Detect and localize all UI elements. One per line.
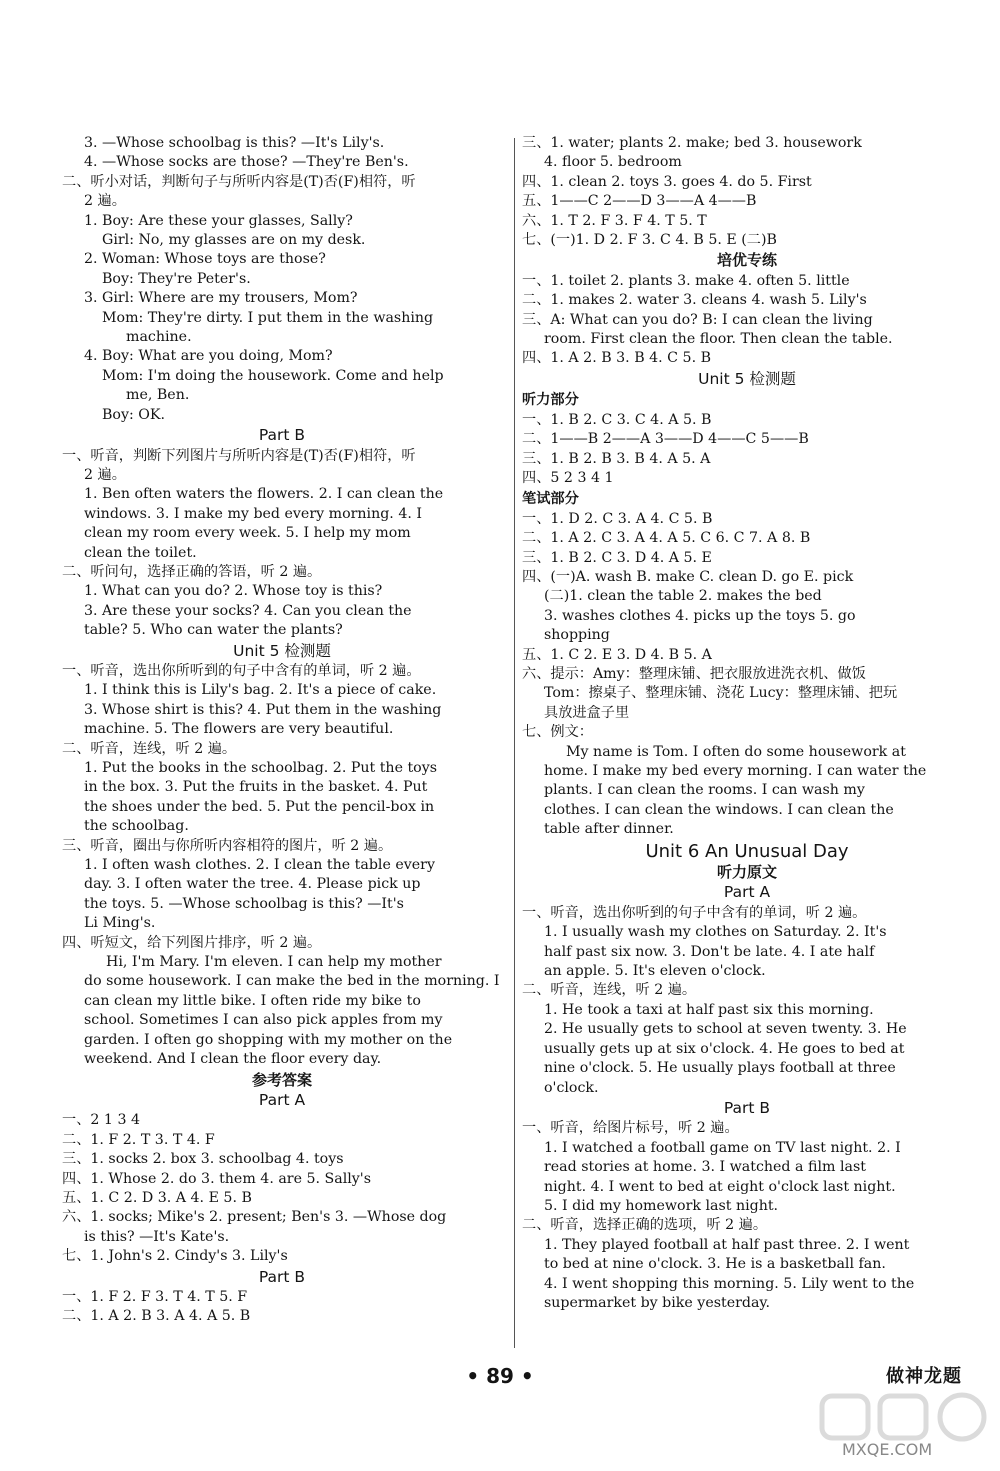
right-line: room. First clean the floor. Then clean the table. <box>544 331 893 348</box>
right-line: 二、听音，连线，听 2 遍。 <box>522 982 697 999</box>
left-line: the toys. 5. —Whose schoolbag is this? —It's <box>84 895 404 912</box>
right-line: night. 4. I went to bed at eight o'clock last night. <box>544 1178 896 1195</box>
right-line: 四、(一)A. wash B. make C. clean D. go E. pick <box>522 568 854 585</box>
right-line: Unit 6 An Unusual Day <box>645 840 849 862</box>
left-line: Mom: They're dirty. I put them in the washing <box>102 309 434 326</box>
left-line: Part B <box>258 426 306 445</box>
right-line: nine o'clock. 5. He usually plays football at three <box>544 1060 896 1077</box>
right-line: 一、1. toilet 2. plants 3. make 4. often 5. little <box>522 272 850 289</box>
left-line: is this? —It's Kate's. <box>84 1228 230 1245</box>
left-line: 参考答案 <box>251 1070 312 1089</box>
left-line: Hi, I'm Mary. I'm eleven. I can help my mother <box>106 954 442 971</box>
left-line: school. Sometimes I can also pick apples from my <box>84 1012 443 1029</box>
right-line: 1. They played football at half past three. 2. I went <box>544 1236 910 1253</box>
column-divider <box>514 138 515 1348</box>
left-line: 3. —Whose schoolbag is this? —It's Lily's. <box>84 135 385 151</box>
right-line: plants. I can clean the rooms. I can wash my <box>544 782 865 799</box>
left-line: 3. Are these your socks? 4. Can you clean the <box>84 602 412 619</box>
left-line: clean the toilet. <box>84 544 197 561</box>
left-line: 2. Woman: Whose toys are those? <box>84 251 326 268</box>
right-line: 一、1. B 2. C 3. C 4. A 5. B <box>522 411 712 428</box>
right-line: 三、A: What can you do? B: I can clean the living <box>522 311 873 328</box>
left-line: me, Ben. <box>126 387 190 404</box>
left-line: 4. Boy: What are you doing, Mom? <box>84 348 333 365</box>
left-line: 1. I think this is Lily's bag. 2. It's a piece of cake. <box>84 682 437 699</box>
right-line: 具放进盒子里 <box>544 704 630 721</box>
left-line: 二、听音，连线，听 2 遍。 <box>62 740 237 757</box>
left-line: 三、听音，圈出与你所听内容相符的图片，听 2 遍。 <box>62 837 393 854</box>
left-line: 七、1. John's 2. Cindy's 3. Lily's <box>62 1248 288 1265</box>
right-line: 1. I usually wash my clothes on Saturday. 2. It's <box>544 924 887 941</box>
left-line: 二、听问句，选择正确的答语，听 2 遍。 <box>62 563 322 580</box>
left-line: Boy: OK. <box>102 406 166 423</box>
right-line: clothes. I can clean the windows. I can clean the <box>544 801 894 818</box>
left-line: 四、1. Whose 2. do 3. them 4. are 5. Sally's <box>62 1170 371 1187</box>
right-line: 四、1. A 2. B 3. B 4. C 5. B <box>522 350 712 367</box>
left-line: machine. 5. The flowers are very beautiful. <box>84 721 394 738</box>
right-line: 二、1——B 2——A 3——D 4——C 5——B <box>522 431 809 448</box>
right-line: 二、1. makes 2. water 3. cleans 4. wash 5. Lily's <box>522 292 867 309</box>
left-line: windows. 3. I make my bed every morning. 4. I <box>84 505 422 522</box>
left-line: 二、1. F 2. T 3. T 4. F <box>62 1131 215 1148</box>
left-line: 三、1. socks 2. box 3. schoolbag 4. toys <box>62 1151 344 1168</box>
right-line: 1. He took a taxi at half past six this morning. <box>544 1001 874 1018</box>
right-line: 3. washes clothes 4. picks up the toys 5. go <box>544 607 856 624</box>
right-line: table after dinner. <box>544 821 674 838</box>
left-line: in the box. 3. Put the fruits in the basket. 4. Put <box>84 779 428 796</box>
left-column <box>62 134 502 1327</box>
right-line: an apple. 5. It's eleven o'clock. <box>544 963 766 980</box>
right-line: 听力原文 <box>716 863 777 882</box>
left-line: Boy: They're Peter's. <box>102 270 251 287</box>
left-line: 一、2 1 3 4 <box>62 1112 141 1129</box>
left-line: 2 遍。 <box>84 466 126 483</box>
right-line: 1. I watched a football game on TV last night. 2. I <box>544 1139 901 1156</box>
right-line: read stories at home. 3. I watched a film last <box>544 1159 866 1176</box>
right-line: My name is Tom. I often do some housework at <box>566 743 906 760</box>
left-line: 一、1. F 2. F 3. T 4. T 5. F <box>62 1288 248 1305</box>
left-line: do some housework. I can make the bed in the morning. I <box>84 973 500 990</box>
left-line: day. 3. I often water the tree. 4. Please pick up <box>84 876 421 893</box>
right-line: 七、(一)1. D 2. F 3. C 4. B 5. E (二)B <box>522 232 777 249</box>
left-line: 二、听小对话，判断句子与所听内容是(T)否(F)相符，听 <box>62 173 416 190</box>
left-line: clean my room every week. 5. I help my mom <box>84 525 411 542</box>
right-line: 三、1. B 2. C 3. D 4. A 5. E <box>522 549 712 566</box>
left-line: the schoolbag. <box>84 818 189 835</box>
right-line: home. I make my bed every morning. I can water the <box>544 763 927 779</box>
left-line: 4. —Whose socks are those? —They're Ben's. <box>84 154 409 171</box>
left-line: 二、1. A 2. B 3. A 4. A 5. B <box>62 1308 251 1325</box>
left-line: Part B <box>258 1267 306 1286</box>
right-line: 四、5 2 3 4 1 <box>522 469 614 486</box>
right-line: 四、1. clean 2. toys 3. goes 4. do 5. First <box>522 173 812 190</box>
right-line: 三、1. water; plants 2. make; bed 3. housework <box>522 135 862 151</box>
right-line: 培优专练 <box>716 251 777 270</box>
left-line: Mom: I'm doing the housework. Come and help <box>102 367 444 384</box>
right-line: 二、听音，选择正确的选项，听 2 遍。 <box>522 1217 768 1234</box>
left-line: garden. I often go shopping with my mother on the <box>84 1031 453 1048</box>
right-line: 一、1. D 2. C 3. A 4. C 5. B <box>522 510 713 527</box>
right-line: 笔试部分 <box>522 491 579 508</box>
brand-label: 做神龙题 <box>886 1366 962 1387</box>
right-line: 六、提示：Amy：整理床铺、把衣服放进洗衣机、做饭 <box>522 665 866 682</box>
left-line: Unit 5 检测题 <box>233 641 331 660</box>
page-number: • 89 • <box>466 1364 534 1388</box>
left-line: 一、听音，判断下列图片与所听内容是(T)否(F)相符，听 <box>62 447 416 464</box>
left-line: table? 5. Who can water the plants? <box>84 622 343 639</box>
right-line: 2. He usually gets to school at seven twenty. 3. He <box>544 1021 907 1038</box>
right-line: supermarket by bike yesterday. <box>544 1294 771 1311</box>
right-line: usually gets up at six o'clock. 4. He goes to bed at <box>544 1040 905 1057</box>
right-line: 五、1. C 2. E 3. D 4. B 5. A <box>522 646 712 663</box>
right-line: shopping <box>544 627 610 644</box>
left-line: Li Ming's. <box>84 915 156 932</box>
left-line: weekend. And I clean the floor every day. <box>84 1051 382 1068</box>
left-line: 1. I often wash clothes. 2. I clean the table every <box>84 857 435 874</box>
right-line: 5. I did my homework last night. <box>544 1197 779 1214</box>
right-line: half past six now. 3. Don't be late. 4. I ate half <box>544 943 875 960</box>
right-line: o'clock. <box>544 1079 599 1096</box>
right-line: to bed at nine o'clock. 3. He is a basketball fan. <box>544 1256 886 1273</box>
left-line: Part A <box>258 1090 306 1109</box>
left-line: 四、听短文，给下列图片排序，听 2 遍。 <box>62 934 322 951</box>
left-line: 1. Put the books in the schoolbag. 2. Put the toys <box>84 760 438 776</box>
watermark-text: MXQE.COM <box>842 1440 933 1459</box>
left-line: 六、1. socks; Mike's 2. present; Ben's 3. —Whose dog <box>62 1209 447 1226</box>
right-line: Part B <box>723 1098 771 1117</box>
right-line: 七、例文： <box>522 724 593 741</box>
left-line: 3. Girl: Where are my trousers, Mom? <box>84 290 358 307</box>
right-line: 六、1. T 2. F 3. F 4. T 5. T <box>522 212 707 229</box>
right-line: Unit 5 检测题 <box>698 369 796 388</box>
right-line: 五、1——C 2——D 3——A 4——B <box>522 193 757 210</box>
right-line: 一、听音，选出你听到的句子中含有的单词，听 2 遍。 <box>522 904 867 921</box>
left-line: 2 遍。 <box>84 193 126 210</box>
right-line: Part A <box>723 883 771 902</box>
left-line: can clean my little bike. I often ride my bike to <box>84 992 421 1009</box>
left-line: 1. Ben often waters the flowers. 2. I can clean the <box>84 486 444 503</box>
left-line: 3. Whose shirt is this? 4. Put them in the washing <box>84 701 442 718</box>
left-line: Girl: No, my glasses are on my desk. <box>102 232 366 249</box>
right-line: 4. I went shopping this morning. 5. Lily went to the <box>544 1275 915 1292</box>
right-line: 听力部分 <box>522 392 579 409</box>
left-line: 一、听音，选出你所听到的句子中含有的单词，听 2 遍。 <box>62 662 421 679</box>
right-line: 一、听音，给图片标号，听 2 遍。 <box>522 1120 739 1137</box>
right-line: 二、1. A 2. C 3. A 4. A 5. C 6. C 7. A 8. B <box>522 530 811 547</box>
right-line: (二)1. clean the table 2. makes the bed <box>544 588 822 605</box>
left-line: 1. What can you do? 2. Whose toy is this? <box>84 583 383 600</box>
left-line: 五、1. C 2. D 3. A 4. E 5. B <box>62 1189 252 1206</box>
left-line: machine. <box>126 329 192 346</box>
right-line: 4. floor 5. bedroom <box>544 154 682 171</box>
left-line: the shoes under the bed. 5. Put the pencil-box in <box>84 798 435 815</box>
right-column <box>522 134 972 1313</box>
left-line: 1. Boy: Are these your glasses, Sally? <box>84 212 353 229</box>
right-line: Tom：擦桌子、整理床铺、浇花 Lucy：整理床铺、把玩 <box>544 685 898 702</box>
right-line: 三、1. B 2. B 3. B 4. A 5. A <box>522 450 711 467</box>
